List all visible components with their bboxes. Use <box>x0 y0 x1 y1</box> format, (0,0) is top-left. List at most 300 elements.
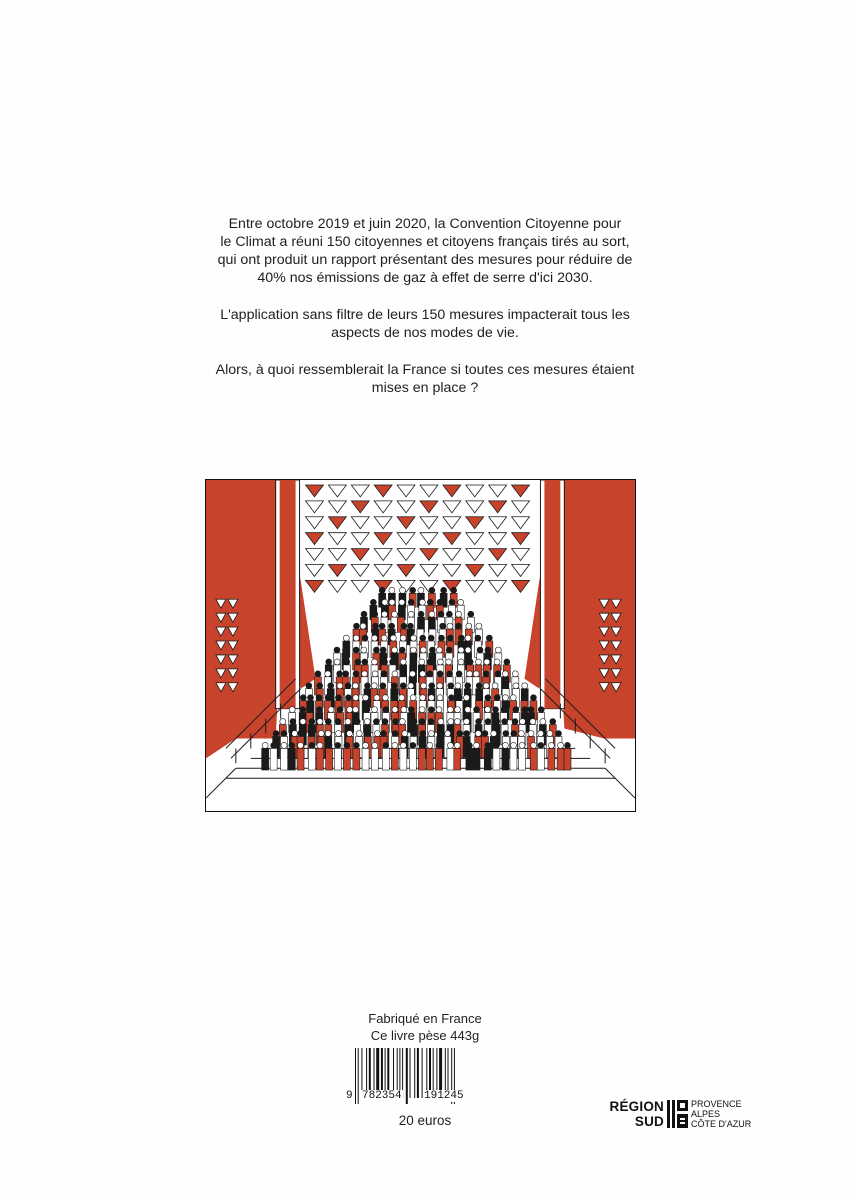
citizen-figure-head <box>502 671 508 677</box>
citizen-figure-head <box>428 695 434 701</box>
citizen-figure-head <box>486 635 492 641</box>
lattice-triangle <box>328 580 346 592</box>
lattice-triangle <box>420 564 438 576</box>
citizen-figure-head <box>465 647 471 653</box>
citizen-figure-body <box>334 748 341 770</box>
citizen-figure-head <box>504 659 510 665</box>
citizen-figure-head <box>353 707 359 713</box>
citizen-figure-body <box>557 748 564 770</box>
citizen-figure-head <box>343 635 349 641</box>
citizen-figure-head <box>427 659 433 665</box>
price-label: 20 euros <box>398 1113 452 1128</box>
citizen-figure-head <box>306 683 312 689</box>
citizen-figure-head <box>392 647 398 653</box>
lattice-triangle <box>420 549 438 561</box>
left-pillar-red <box>280 480 296 709</box>
citizen-figure-head <box>363 742 369 748</box>
lattice-triangle <box>420 485 438 497</box>
citizen-figure-head <box>372 671 378 677</box>
lattice-triangle <box>466 549 484 561</box>
citizen-figure-head <box>456 611 462 617</box>
lattice-triangle <box>306 533 324 545</box>
citizen-figure-body <box>297 748 304 770</box>
lattice-triangle <box>512 533 530 545</box>
lattice-triangle <box>306 501 324 513</box>
barcode-digits <box>346 1090 483 1104</box>
citizen-figure-head <box>437 695 443 701</box>
citizen-figure-body <box>484 748 491 770</box>
citizen-figure-head <box>454 742 460 748</box>
region-name-line1: RÉGION <box>609 1099 664 1114</box>
citizen-figure-head <box>429 611 435 617</box>
citizen-figure-head <box>370 599 376 605</box>
citizen-figure-head <box>519 742 525 748</box>
citizen-figure-head <box>436 742 442 748</box>
blurb-line: aspects de nos modes de vie. <box>331 325 519 341</box>
citizen-figure-head <box>511 730 517 736</box>
barcode-digits-left: 782354 <box>362 1090 402 1102</box>
lattice-triangle <box>489 564 507 576</box>
citizen-figure-head <box>411 635 417 641</box>
citizen-figure-head <box>401 707 407 713</box>
citizen-figure-body <box>426 748 433 770</box>
citizen-figure-head <box>307 707 313 713</box>
lattice-triangle <box>374 533 392 545</box>
citizen-figure-body <box>466 748 473 770</box>
citizen-figure-head <box>300 719 306 725</box>
lattice-triangle <box>306 580 324 592</box>
citizen-figure-body <box>353 748 360 770</box>
citizen-figure-head <box>334 659 340 665</box>
citizen-figure-head <box>465 707 471 713</box>
citizen-figure-head <box>381 730 387 736</box>
lattice-triangle <box>328 533 346 545</box>
citizen-figure-head <box>455 623 461 629</box>
citizen-figure-head <box>503 730 509 736</box>
imprint-block <box>340 1010 510 1044</box>
citizen-figure-head <box>390 635 396 641</box>
citizen-figure-head <box>558 742 564 748</box>
citizen-figure-head <box>360 623 366 629</box>
citizen-figure-head <box>427 671 433 677</box>
citizen-figure-head <box>548 742 554 748</box>
citizen-figure-body <box>530 748 537 770</box>
citizen-figure-body <box>281 748 288 770</box>
citizen-figure-head <box>380 647 386 653</box>
citizen-figure-head <box>448 719 454 725</box>
citizen-figure-head <box>271 742 277 748</box>
citizen-figure-head <box>437 659 443 665</box>
citizen-figure-head <box>399 695 405 701</box>
citizen-figure-head <box>318 730 324 736</box>
lattice-triangle <box>512 564 530 576</box>
blurb-paragraph-2 <box>150 306 700 342</box>
citizen-figure-head <box>354 719 360 725</box>
citizen-figure-head <box>408 599 414 605</box>
citizen-figure-body <box>382 748 389 770</box>
citizen-figure-head <box>447 635 453 641</box>
citizen-figure-head <box>342 647 348 653</box>
citizen-figure-body <box>288 748 295 770</box>
citizen-figure-head <box>328 683 334 689</box>
citizen-figure-head <box>401 623 407 629</box>
citizen-figure-head <box>538 730 544 736</box>
lattice-triangle <box>466 501 484 513</box>
citizen-figure-head <box>483 683 489 689</box>
citizen-figure-head <box>530 719 536 725</box>
citizen-figure-head <box>379 587 385 593</box>
citizen-figure-head <box>353 742 359 748</box>
citizen-figure-head <box>437 683 443 689</box>
citizen-figure-head <box>455 683 461 689</box>
citizen-figure-body <box>493 748 500 770</box>
citizen-figure-head <box>361 611 367 617</box>
citizen-figure-head <box>392 730 398 736</box>
lattice-triangle <box>306 485 324 497</box>
lattice-triangle <box>512 501 530 513</box>
citizen-figure-head <box>365 730 371 736</box>
citizen-figure-head <box>445 730 451 736</box>
blurb-line: Entre octobre 2019 et juin 2020, la Convention Citoyenne pour <box>228 216 622 232</box>
citizen-figure-head <box>519 719 525 725</box>
blurb-line: qui ont produit un rapport présentant des mesures pour réduire de <box>217 252 633 268</box>
citizen-figure-head <box>485 647 491 653</box>
back-cover-blurb <box>150 215 700 416</box>
citizen-figure-head <box>547 730 553 736</box>
citizen-figure-head <box>344 742 350 748</box>
citizen-figure-body <box>371 748 378 770</box>
citizen-figure-head <box>502 695 508 701</box>
citizen-figure-head <box>485 707 491 713</box>
citizen-figure-head <box>503 683 509 689</box>
citizen-figure-head <box>451 587 457 593</box>
lattice-triangle <box>397 485 415 497</box>
citizen-figure-head <box>417 623 423 629</box>
right-pillar-red <box>544 480 560 709</box>
citizen-figure-head <box>427 742 433 748</box>
citizen-figure-head <box>364 707 370 713</box>
citizen-figure-head <box>337 683 343 689</box>
lattice-triangle <box>443 485 461 497</box>
weight-label: Ce livre pèse 443g <box>370 1028 480 1043</box>
lattice-triangle <box>512 485 530 497</box>
citizen-figure-head <box>550 719 556 725</box>
citizen-figure-head <box>464 719 470 725</box>
citizen-figure-head <box>446 611 452 617</box>
citizen-figure-head <box>513 683 519 689</box>
citizen-figure-head <box>410 695 416 701</box>
lattice-triangle <box>489 501 507 513</box>
citizen-figure-head <box>408 683 414 689</box>
citizen-figure-head <box>512 671 518 677</box>
citizen-figure-head <box>325 719 331 725</box>
blurb-line: le Climat a réuni 150 citoyennes et citoyens français tirés au sort, <box>220 234 630 250</box>
citizen-figure-head <box>337 671 343 677</box>
lattice-triangle <box>351 501 369 513</box>
citizen-figure-head <box>418 611 424 617</box>
citizen-figure-head <box>474 707 480 713</box>
citizen-figure-head <box>540 719 546 725</box>
lattice-triangle <box>328 564 346 576</box>
citizen-figure-head <box>316 695 322 701</box>
citizen-figure-head <box>363 695 369 701</box>
citizen-figure-head <box>346 730 352 736</box>
citizen-figure-head <box>391 611 397 617</box>
citizen-figure-head <box>458 635 464 641</box>
citizen-figure-head <box>382 599 388 605</box>
lattice-triangle <box>328 517 346 529</box>
citizen-figure-body <box>473 748 480 770</box>
region-sub-line3: CÔTE D'AZUR <box>691 1119 752 1129</box>
citizen-figure-head <box>476 623 482 629</box>
citizen-figure-head <box>436 707 442 713</box>
citizen-figure-head <box>522 707 528 713</box>
citizen-figure-head <box>355 659 361 665</box>
blurb-paragraph-1 <box>150 215 700 287</box>
citizen-figure-head <box>353 695 359 701</box>
citizen-figure-head <box>308 730 314 736</box>
citizen-figure-head <box>290 719 296 725</box>
barcode-digits-right: 191245 <box>424 1090 464 1102</box>
citizen-figure-head <box>477 647 483 653</box>
lattice-triangle <box>351 549 369 561</box>
citizen-figure-head <box>438 719 444 725</box>
lattice-triangle <box>306 564 324 576</box>
citizen-figure-head <box>298 730 304 736</box>
citizen-figure-body <box>454 748 461 770</box>
citizen-figure-head <box>343 671 349 677</box>
lattice-triangle <box>489 517 507 529</box>
lattice-triangle <box>397 501 415 513</box>
citizen-figure-head <box>419 659 425 665</box>
citizen-figure-head <box>373 623 379 629</box>
citizen-figure-head <box>522 683 528 689</box>
citizen-figure-head <box>390 659 396 665</box>
citizen-figure-body <box>326 748 333 770</box>
citizen-figure-head <box>317 719 323 725</box>
citizen-figure-head <box>380 683 386 689</box>
citizen-figure-head <box>437 599 443 605</box>
citizen-figure-body <box>343 748 350 770</box>
lattice-triangle <box>374 501 392 513</box>
citizen-figure-head <box>429 587 435 593</box>
citizen-figure-head <box>510 695 516 701</box>
citizen-figure-head <box>402 730 408 736</box>
citizen-figure-head <box>493 742 499 748</box>
citizen-figure-body <box>502 748 509 770</box>
citizen-figure-head <box>326 659 332 665</box>
lattice-triangle <box>328 485 346 497</box>
citizen-figure-body <box>262 748 269 770</box>
lattice-triangle <box>489 549 507 561</box>
citizen-figure-body <box>316 748 323 770</box>
citizen-figure-head <box>528 730 534 736</box>
citizen-figure-head <box>307 695 313 701</box>
citizen-figure-head <box>362 659 368 665</box>
citizen-figure-head <box>315 671 321 677</box>
region-name <box>604 1099 664 1129</box>
lattice-triangle <box>374 564 392 576</box>
crowd-illustration <box>205 479 636 812</box>
region-sud-logo <box>604 1099 764 1133</box>
citizen-figure-head <box>374 730 380 736</box>
citizen-figure-head <box>448 695 454 701</box>
citizen-figure-head <box>399 647 405 653</box>
lattice-triangle <box>397 549 415 561</box>
citizen-figure-head <box>371 683 377 689</box>
lattice-triangle <box>443 517 461 529</box>
barcode-digit-first: 9 <box>346 1090 353 1102</box>
citizen-figure-body <box>400 748 407 770</box>
citizen-figure-head <box>438 611 444 617</box>
citizen-figure-head <box>361 671 367 677</box>
citizen-figure-body <box>564 748 571 770</box>
citizen-figure-head <box>373 647 379 653</box>
citizen-figure-head <box>458 647 464 653</box>
citizen-figure-head <box>289 707 295 713</box>
citizen-figure-head <box>410 587 416 593</box>
citizen-figure-head <box>300 695 306 701</box>
citizen-figure-head <box>335 719 341 725</box>
citizen-figure-head <box>464 695 470 701</box>
citizen-figure-body <box>391 748 398 770</box>
blurb-line: 40% nos émissions de gaz à effet de serre d'ici 2030. <box>257 270 593 286</box>
citizen-figure-head <box>502 719 508 725</box>
citizen-figure-head <box>391 683 397 689</box>
citizen-figure-head <box>382 719 388 725</box>
citizen-figure-head <box>530 695 536 701</box>
citizen-figure-head <box>456 671 462 677</box>
citizen-figure-head <box>454 707 460 713</box>
lattice-triangle <box>443 501 461 513</box>
citizen-figure-head <box>410 671 416 677</box>
citizen-figure-head <box>538 707 544 713</box>
citizen-figure-head <box>565 742 571 748</box>
citizen-figure-head <box>381 611 387 617</box>
citizen-figure-head <box>345 683 351 689</box>
citizen-figure-head <box>325 695 331 701</box>
lattice-triangle <box>420 517 438 529</box>
citizen-figure-head <box>382 695 388 701</box>
citizen-figure-head <box>280 719 286 725</box>
citizen-figure-head <box>446 647 452 653</box>
citizen-figure-head <box>381 635 387 641</box>
citizen-figure-head <box>364 719 370 725</box>
citizen-figure-head <box>382 659 388 665</box>
citizen-figure-head <box>528 707 534 713</box>
citizen-figure-body <box>510 748 517 770</box>
citizen-figure-head <box>512 719 518 725</box>
citizen-figure-head <box>334 647 340 653</box>
lattice-triangle <box>489 580 507 592</box>
blurb-paragraph-3 <box>150 361 700 397</box>
citizen-figure-head <box>475 659 481 665</box>
citizen-figure-head <box>281 730 287 736</box>
citizen-figure-head <box>289 742 295 748</box>
citizen-figure-head <box>494 719 500 725</box>
lattice-triangle <box>351 580 369 592</box>
citizen-figure-head <box>447 671 453 677</box>
lattice-triangle <box>512 517 530 529</box>
citizen-figure-head <box>345 719 351 725</box>
citizen-figure-head <box>353 623 359 629</box>
citizen-figure-head <box>383 707 389 713</box>
citizen-figure-head <box>372 635 378 641</box>
region-sub-line1: PROVENCE <box>691 1099 742 1109</box>
citizen-figure-head <box>326 742 332 748</box>
citizen-figure-head <box>281 742 287 748</box>
citizen-figure-head <box>325 730 331 736</box>
citizen-figure-head <box>317 683 323 689</box>
region-name-line2: SUD <box>634 1114 664 1129</box>
citizen-figure-head <box>494 695 500 701</box>
citizen-figure-head <box>325 671 331 677</box>
citizen-figure-head <box>410 647 416 653</box>
citizen-figure-head <box>362 635 368 641</box>
citizen-figure-head <box>513 707 519 713</box>
citizen-figure-head <box>457 730 463 736</box>
citizen-figure-head <box>389 623 395 629</box>
citizen-figure-head <box>493 707 499 713</box>
citizen-figure-head <box>467 671 473 677</box>
citizen-figure-head <box>420 647 426 653</box>
citizen-figure-head <box>365 683 371 689</box>
citizen-figure-body <box>418 748 425 770</box>
blurb-line: mises en place ? <box>371 380 479 396</box>
citizen-figure-head <box>372 659 378 665</box>
citizen-figure-head <box>464 730 470 736</box>
citizen-figure-head <box>468 611 474 617</box>
citizen-figure-head <box>437 730 443 736</box>
citizen-figure-head <box>485 695 491 701</box>
citizen-figure-head <box>399 587 405 593</box>
citizen-figure-head <box>400 659 406 665</box>
citizen-figure-head <box>502 742 508 748</box>
citizen-figure-head <box>475 635 481 641</box>
lattice-triangle <box>466 533 484 545</box>
citizen-figure-head <box>410 659 416 665</box>
citizen-figure-head <box>400 671 406 677</box>
citizen-figure-head <box>400 683 406 689</box>
citizen-figure-head <box>465 683 471 689</box>
citizen-figure-head <box>438 635 444 641</box>
citizen-figure-head <box>400 635 406 641</box>
citizen-figure-body <box>362 748 369 770</box>
citizen-figure-head <box>441 587 447 593</box>
citizen-figure-head <box>371 707 377 713</box>
citizen-figure-head <box>398 611 404 617</box>
citizen-figure-body <box>537 748 544 770</box>
lattice-triangle <box>306 549 324 561</box>
citizen-figure-head <box>448 683 454 689</box>
lattice-triangle <box>374 485 392 497</box>
lattice-triangle <box>466 564 484 576</box>
citizen-figure-head <box>440 623 446 629</box>
lattice-triangle <box>489 485 507 497</box>
citizen-figure-head <box>411 719 417 725</box>
citizen-figure-head <box>328 707 334 713</box>
citizen-figure-head <box>429 647 435 653</box>
citizen-figure-head <box>392 742 398 748</box>
citizen-figure-head <box>372 742 378 748</box>
lattice-triangle <box>397 564 415 576</box>
lattice-triangle <box>328 549 346 561</box>
lattice-triangle <box>489 533 507 545</box>
citizen-figure-head <box>407 623 413 629</box>
citizen-figure-head <box>521 695 527 701</box>
lattice-triangle <box>397 517 415 529</box>
citizen-figure-head <box>419 599 425 605</box>
